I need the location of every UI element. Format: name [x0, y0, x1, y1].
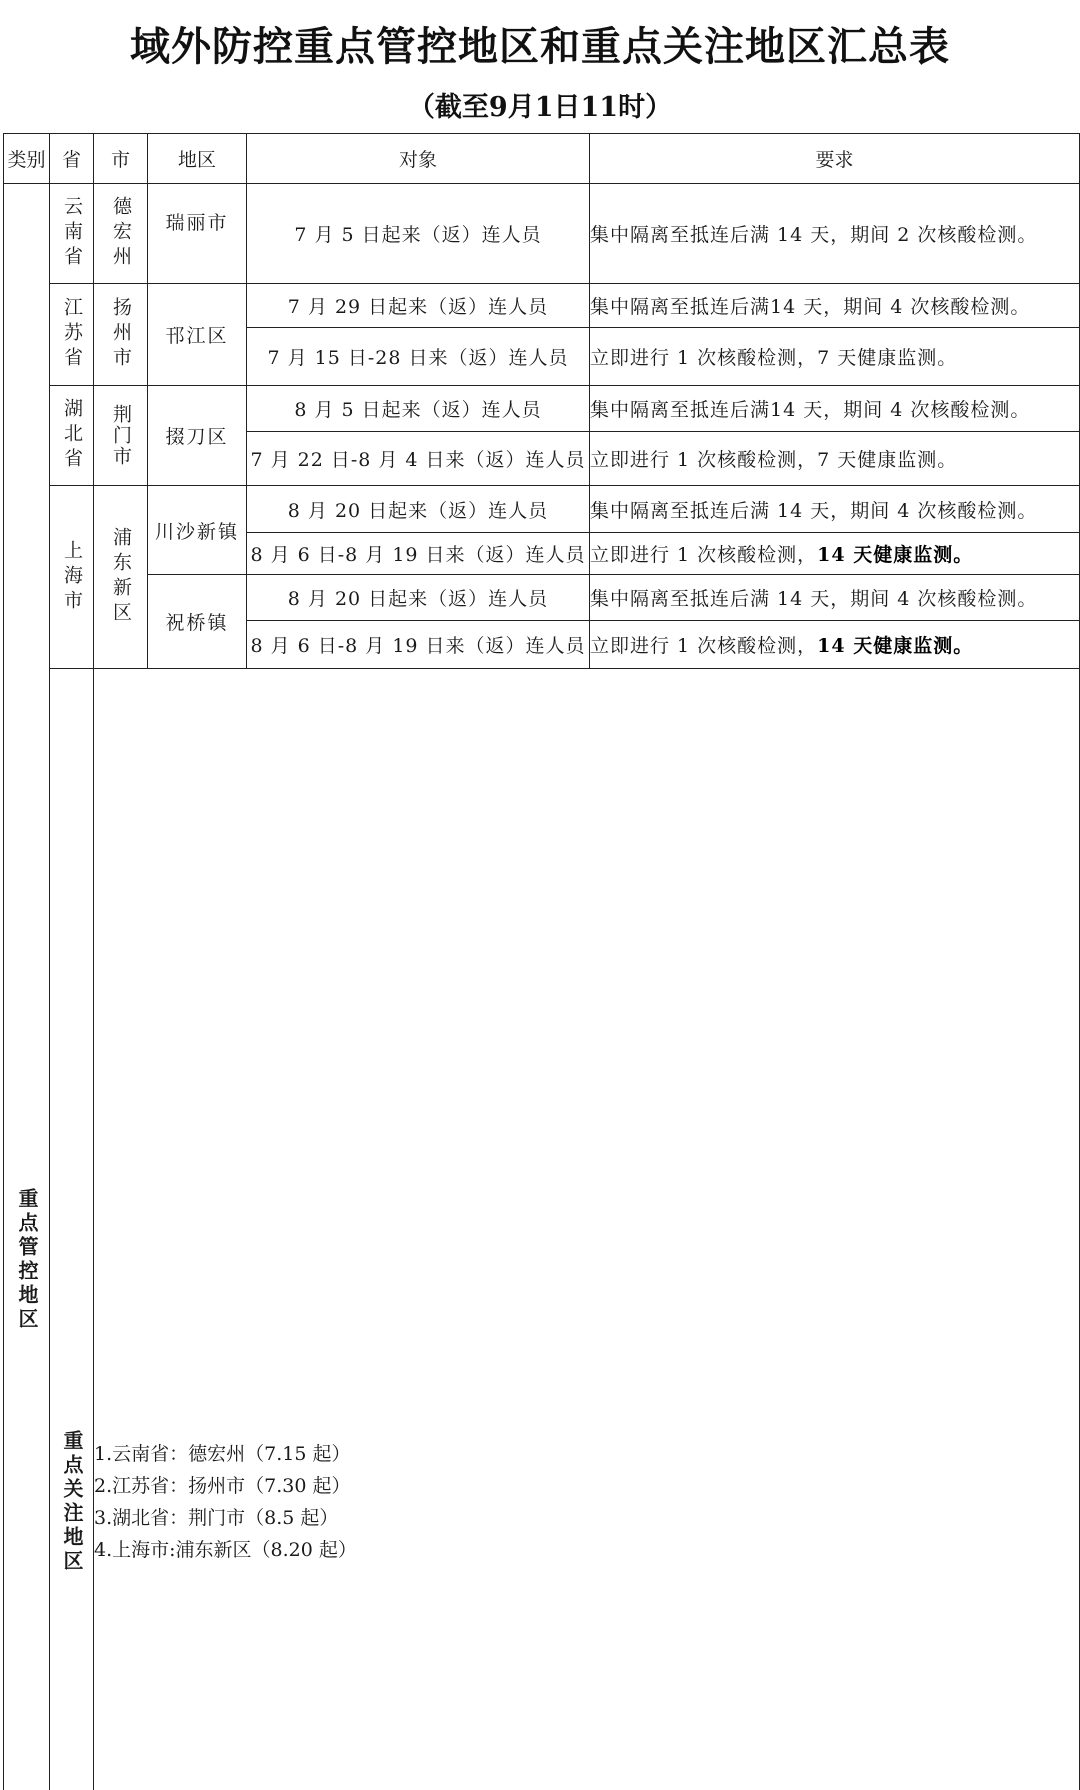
- area-cell: 祝桥镇: [148, 575, 247, 669]
- requirement-cell: 集中隔离至抵连后满14 天，期间 4 次核酸检测。: [590, 284, 1080, 328]
- category-control: 重点管控地区: [4, 184, 50, 1790]
- table-row: [4, 486, 1080, 533]
- area-cell: 掇刀区: [148, 386, 247, 486]
- target-cell: 8 月 6 日-8 月 19 日来（返）连人员: [247, 533, 590, 575]
- area-cell: 瑞丽市: [148, 184, 247, 284]
- header-province: 省: [50, 134, 94, 184]
- province-cell: 湖北省: [50, 386, 94, 486]
- summary-table: [3, 133, 1080, 1790]
- page-subtitle: （截至9月1日11时）: [0, 88, 1080, 128]
- list-item: 1.云南省：德宏州（7.15 起）: [94, 1438, 1079, 1470]
- requirement-bold: 14 天健康监测。: [817, 635, 973, 657]
- header-area: 地区: [148, 134, 247, 184]
- target-cell: 8 月 20 日起来（返）连人员: [247, 486, 590, 533]
- list-item: 4.上海市:浦东新区（8.20 起）: [94, 1534, 1079, 1566]
- requirement-bold: 14 天健康监测。: [817, 544, 973, 566]
- header-target: 对象: [247, 134, 590, 184]
- requirement-cell: 集中隔离至抵连后满 14 天，期间 2 次核酸检测。: [590, 184, 1080, 284]
- header-category: 类别: [4, 134, 50, 184]
- target-cell: 7 月 29 日起来（返）连人员: [247, 284, 590, 328]
- requirement-cell: 立即进行 1 次核酸检测，7 天健康监测。: [590, 328, 1080, 386]
- province-cell: 江苏省: [50, 284, 94, 386]
- province-cell: 云南省: [50, 184, 94, 284]
- list-item: 2.江苏省：扬州市（7.30 起）: [94, 1470, 1079, 1502]
- area-cell: 川沙新镇: [148, 486, 247, 575]
- header-row: [4, 134, 1080, 184]
- table-row: [4, 284, 1080, 328]
- header-city: 市: [94, 134, 148, 184]
- city-cell: 浦东新区: [94, 486, 148, 669]
- target-cell: 7 月 22 日-8 月 4 日来（返）连人员: [247, 432, 590, 486]
- list-item: 3.湖北省：荆门市（8.5 起）: [94, 1502, 1079, 1534]
- requirement-cell: [590, 621, 1080, 669]
- requirement-cell: 立即进行 1 次核酸检测，7 天健康监测。: [590, 432, 1080, 486]
- page-title: 域外防控重点管控地区和重点关注地区汇总表: [0, 22, 1080, 72]
- target-cell: 8 月 6 日-8 月 19 日来（返）连人员: [247, 621, 590, 669]
- province-cell: 上海市: [50, 486, 94, 669]
- requirement-plain: 立即进行 1 次核酸检测，: [590, 635, 817, 657]
- area-cell: 邗江区: [148, 284, 247, 386]
- requirement-cell: 集中隔离至抵连后满 14 天，期间 4 次核酸检测。: [590, 575, 1080, 621]
- target-cell: 7 月 5 日起来（返）连人员: [247, 184, 590, 284]
- target-cell: 8 月 5 日起来（返）连人员: [247, 386, 590, 432]
- city-cell: 荆门市: [94, 386, 148, 486]
- table-row: [4, 669, 1080, 1790]
- attention-list: [94, 669, 1080, 1790]
- category-attention: 重点关注地区: [50, 669, 94, 1790]
- requirement-cell: 集中隔离至抵连后满14 天，期间 4 次核酸检测。: [590, 386, 1080, 432]
- city-cell: 扬州市: [94, 284, 148, 386]
- target-cell: 7 月 15 日-28 日来（返）连人员: [247, 328, 590, 386]
- requirement-cell: [590, 533, 1080, 575]
- requirement-cell: 集中隔离至抵连后满 14 天，期间 4 次核酸检测。: [590, 486, 1080, 533]
- table-row: [4, 386, 1080, 432]
- requirement-plain: 立即进行 1 次核酸检测，: [590, 544, 817, 566]
- city-cell: 德宏州: [94, 184, 148, 284]
- table-row: [4, 184, 1080, 284]
- target-cell: 8 月 20 日起来（返）连人员: [247, 575, 590, 621]
- header-requirement: 要求: [590, 134, 1080, 184]
- table-row: [4, 575, 1080, 621]
